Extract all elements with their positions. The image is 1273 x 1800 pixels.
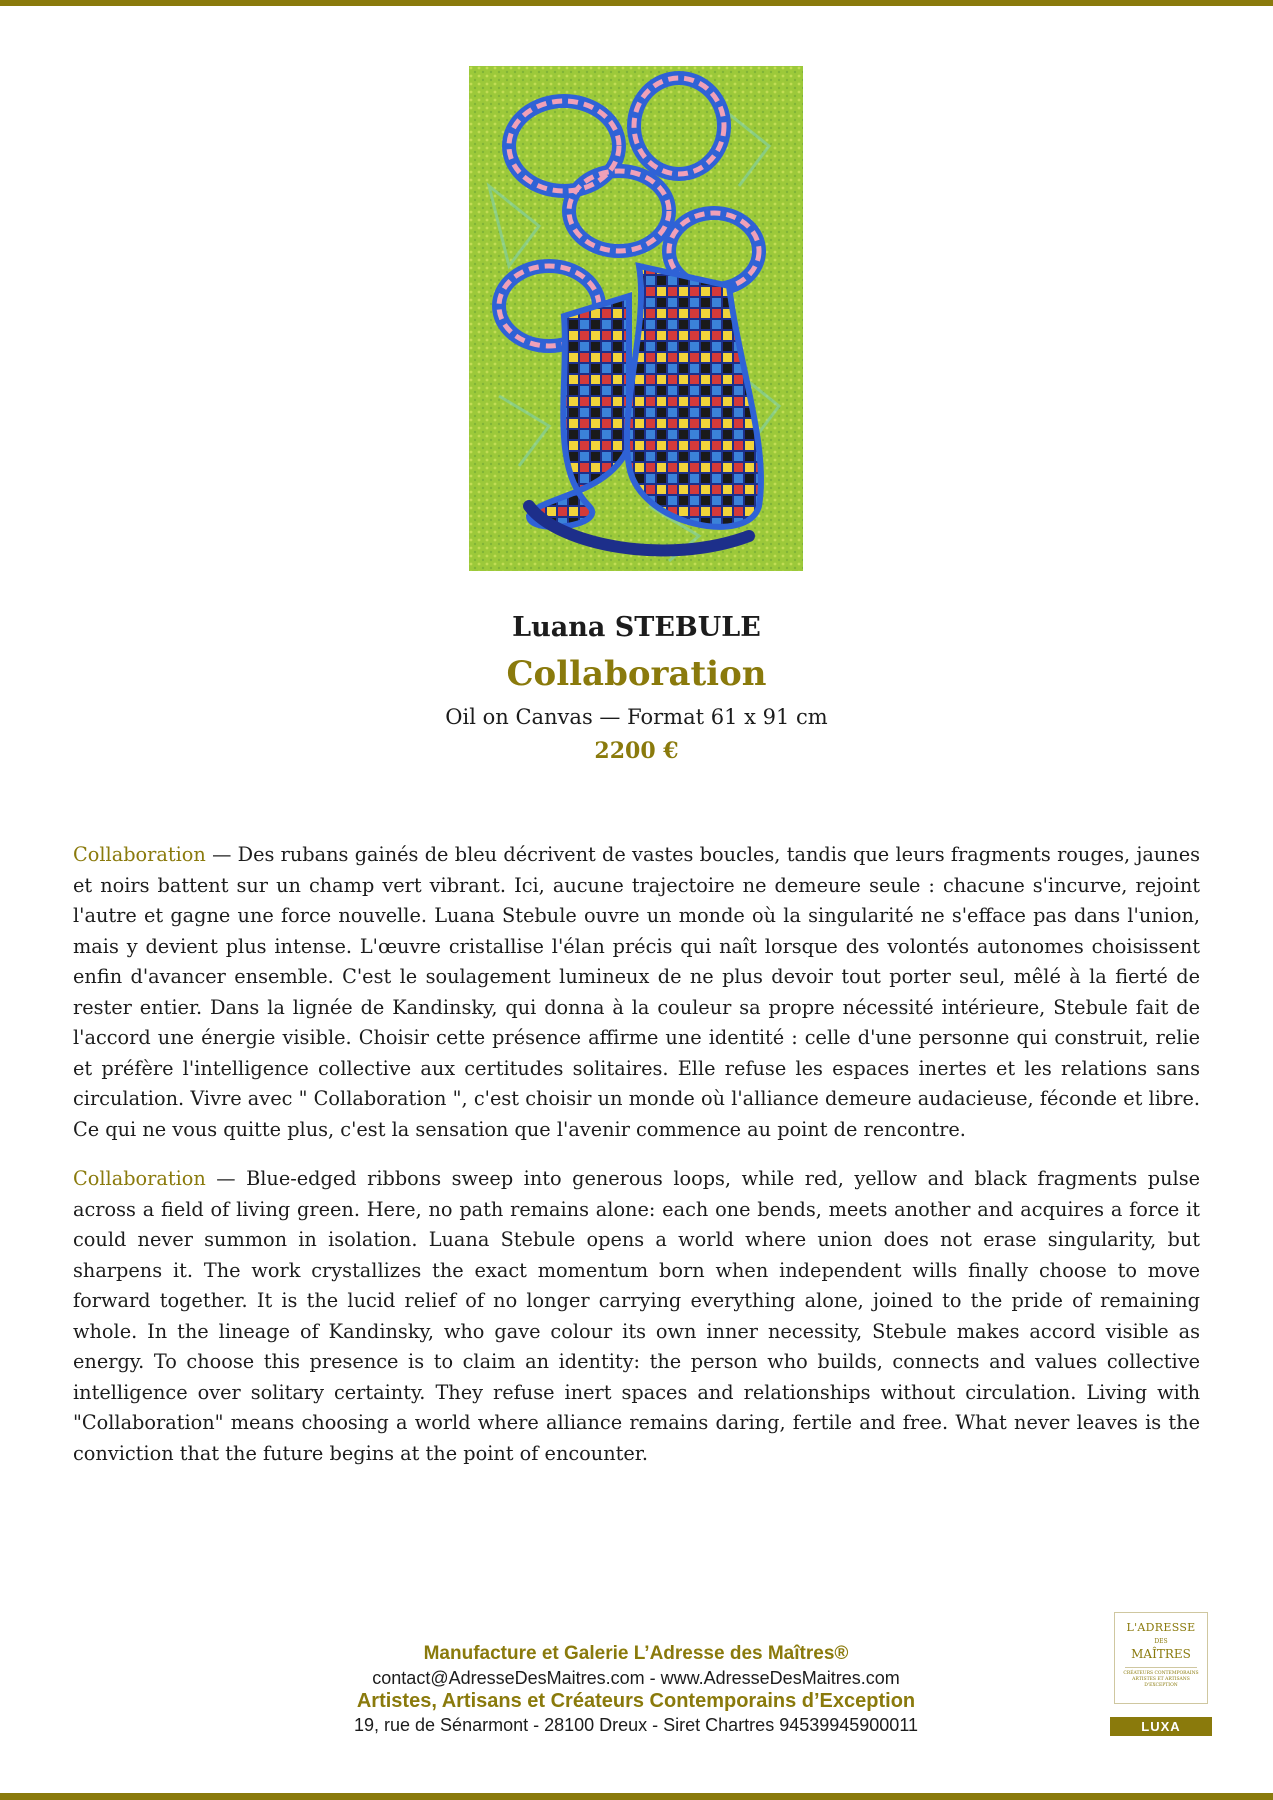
artwork-price: 2200 € (594, 738, 679, 764)
logo-line: MAÎTRES (1131, 1647, 1191, 1661)
bottom-border (0, 1793, 1273, 1800)
logo-line: L'ADRESSE (1126, 1621, 1196, 1634)
artwork-title: Collaboration (506, 654, 767, 694)
gallery-logo (1114, 1612, 1208, 1704)
footer-contact: contact@AdresseDesMaitres.com - www.AdresseDesMaitres.com (372, 1668, 900, 1688)
description-lead: Collaboration (73, 1167, 206, 1190)
description-lead: Collaboration (73, 843, 206, 866)
logo-line: DES (1154, 1638, 1168, 1645)
abstract-painting-icon (469, 66, 803, 571)
description-body: — Blue-edged ribbons sweep into generous loops, while red, yellow and black fragments pulse across a field of living green. Here, no path remains alone: each one bends, meets another and acquires a force it could never summon in isolation. Luana Stebule opens a world where union does not erase singularity, but sharpens it. The work crystallizes the exact momentum born when independent wills finally choose to move forward together. It is the lucid relief of no longer carrying everything alone, joined to the pride of remaining whole. In the lineage of Kandinsky, who gave colour its own inner necessity, Stebule makes accord visible as energy. To choose this presence is to claim an identity: the person who builds, connects and values collective intelligence over solitary certainty. They refuse inert spaces and relationships without circulation. Living with "Collaboration" means choosing a world where alliance remains daring, fertile and free. What never leaves is the conviction that the future begins at the point of encounter. (73, 1167, 1200, 1465)
footer-address: 19, rue de Sénarmont - 28100 Dreux - Siret Chartres 94539945900011 (353, 1715, 919, 1735)
footer-tagline: Artistes, Artisans et Créateurs Contemporains d’Exception (356, 1690, 916, 1712)
artist-name: Luana STEBULE (512, 612, 761, 643)
artwork-image (469, 66, 803, 571)
logo-divider (1125, 1667, 1197, 1668)
description-french (73, 840, 1200, 1145)
logo-subtitle: CRÉATEURS CONTEMPORAINS ARTISTES ET ARTISANS D'EXCEPTION (1123, 1671, 1199, 1688)
artwork-medium: Oil on Canvas — Format 61 x 91 cm (445, 705, 828, 729)
luxa-badge: LUXA (1110, 1717, 1212, 1736)
description-body: — Des rubans gainés de bleu décrivent de vastes boucles, tandis que leurs fragments rouges, jaunes et noirs battent sur un champ vert vibrant. Ici, aucune trajectoire ne demeure seule : chacune s'incurve, rejoint l'autre et gagne une force nouvelle. Luana Stebule ouvre un monde où la singularité ne s'efface pas dans l'union, mais y devient plus intense. L'œuvre cristallise l'élan précis qui naît lorsque des volontés autonomes choisissent enfin d'avancer ensemble. C'est le soulagement lumineux de ne plus devoir tout porter seul, mêlé à la fierté de rester entier. Dans la lignée de Kandinsky, qui donna à la couleur sa propre nécessité intérieure, Stebule fait de l'accord une énergie visible. Choisir cette présence affirme une identité : celle d'une personne qui construit, relie et préfère l'intelligence collective aux certitudes solitaires. Elle refuse les espaces inertes et les relations sans circulation. Vivre avec " Collaboration ", c'est choisir un monde où l'alliance demeure audacieuse, féconde et libre. Ce qui ne vous quitte plus, c'est la sensation que l'avenir commence au point de rencontre. (73, 843, 1200, 1141)
description-english (73, 1164, 1200, 1469)
top-border (0, 0, 1273, 6)
footer-company: Manufacture et Galerie L’Adresse des Maîtres® (423, 1643, 849, 1664)
